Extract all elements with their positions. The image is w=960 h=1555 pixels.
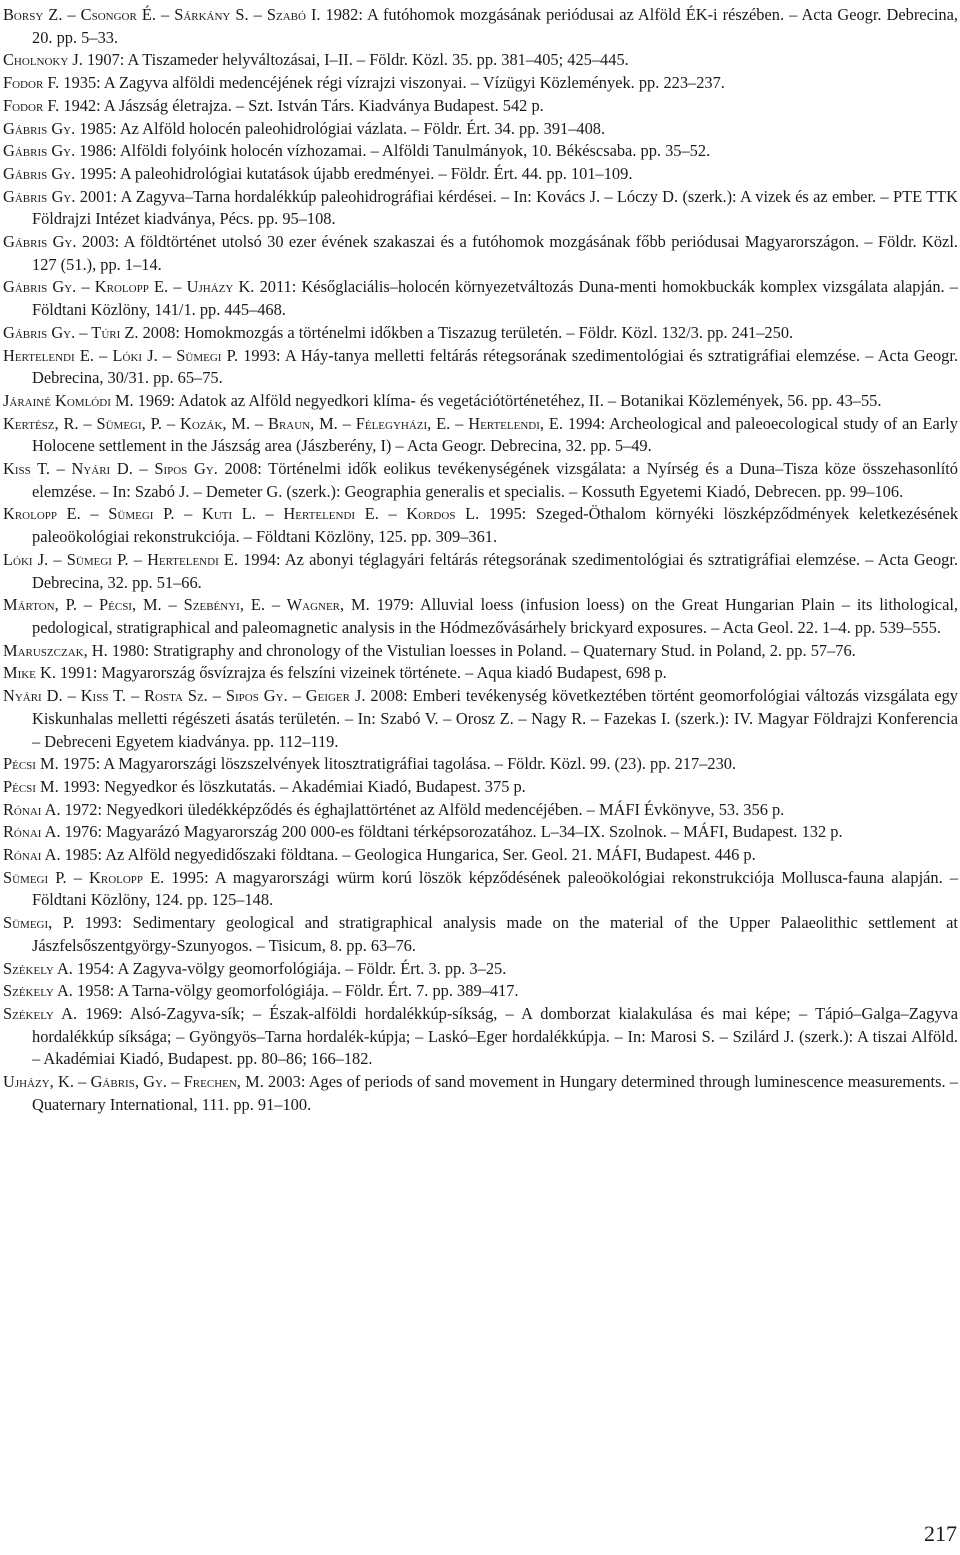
reference-authors: Maruszczak, H. (3, 640, 108, 660)
reference-authors: Fodor F. (3, 95, 60, 115)
reference-text: 1993: Sedimentary geological and stratigraphical analysis made on the material of the Upper Palaeolithic settlement at Jászfelsőszentgyörgy-Szunyogos. – Tisicum, 8. pp. 63–76. (32, 913, 958, 955)
reference-entry (3, 980, 958, 1003)
reference-entry (3, 140, 958, 163)
reference-authors: Mike K. (3, 663, 56, 683)
reference-entry (3, 345, 958, 390)
reference-authors: Nyári D. – Kiss T. – Rosta Sz. – Sipos Gy. – Geiger J. (3, 686, 366, 706)
reference-entry (3, 276, 958, 321)
reference-entry (3, 72, 958, 95)
reference-authors: Kiss T. – Nyári D. – Sipos Gy. (3, 459, 218, 479)
reference-entry (3, 186, 958, 231)
reference-text: 1980: Stratigraphy and chronology of the Vistulian loesses in Poland. – Quaternary Stud. in Poland, 2. pp. 57–76. (107, 640, 856, 660)
reference-text: 1995: A paleohidrológiai kutatások újabb eredményei. – Földr. Ért. 44. pp. 101–109. (75, 163, 633, 183)
reference-authors: Lóki J. – Sümegi P. – Hertelendi E. (3, 549, 239, 569)
reference-entry (3, 231, 958, 276)
reference-authors: Márton, P. – Pécsi, M. – Szebényi, E. – Wagner, M. (3, 595, 370, 615)
reference-entry (3, 867, 958, 912)
reference-authors: Járainé Komlódi M. (3, 390, 134, 410)
reference-text: 2011: Későglaciális–holocén környezetváltozás Duna-menti homokbuckák komplex vizsgálata alapján. – Földtani Közlöny, 141/1. pp. 445–468. (32, 277, 958, 320)
reference-text: 1975: A Magyarországi löszszelvények litosztratigráfiai tagolása. – Földr. Közl. 99. (23). pp. 217–230. (58, 754, 737, 774)
reference-authors: Székely A. (3, 1003, 78, 1023)
reference-authors: Gábris Gy. – Túri Z. (3, 322, 139, 342)
reference-text: 1986: Alföldi folyóink holocén vízhozamai. – Alföldi Tanulmányok, 10. Békéscsaba. pp. 35–52. (75, 141, 711, 161)
reference-entry (3, 49, 958, 72)
reference-authors: Gábris Gy. – Krolopp E. – Ujházy K. (3, 277, 255, 297)
reference-authors: Gábris Gy. (3, 232, 77, 252)
reference-authors: Székely A. (3, 981, 73, 1001)
reference-text: 2003: A földtörténet utolsó 30 ezer évének szakaszai és a futóhomok mozgásának főbb periódusai Magyarországon. – Földr. Közl. 127 (51.), pp. 1–14. (32, 232, 958, 274)
reference-authors: Pécsi M. (3, 776, 59, 796)
reference-authors: Pécsi M. (3, 754, 59, 774)
reference-entry (3, 799, 958, 822)
reference-list (3, 4, 958, 1116)
reference-authors: Rónai A. (3, 845, 61, 865)
reference-entry (3, 685, 958, 753)
reference-authors: Gábris Gy. (3, 163, 76, 183)
reference-entry (3, 503, 958, 548)
reference-entry (3, 1003, 958, 1071)
reference-entry (3, 163, 958, 186)
page-number: 217 (924, 1521, 957, 1546)
reference-entry (3, 958, 958, 981)
reference-text: 1954: A Zagyva-völgy geomorfológiája. – Földr. Ért. 3. pp. 3–25. (72, 958, 507, 978)
reference-entry (3, 912, 958, 957)
reference-authors: Gábris Gy. (3, 186, 76, 206)
reference-authors: Borsy Z. – Csongor É. – Sárkány S. – Szabó I. (3, 5, 321, 24)
reference-text: 2008: Emberi tevékenység következtében történt geomorfológiai változás vizsgálata egy Kiskunhalas melletti régészeti ásatás területén. – In: Szabó V. – Orosz Z. – Nagy R. – Fazekas I. (szerk.): IV. Magyar Földrajzi Konferencia – Debreceni Egyetem kiadványa. pp. 112–119. (32, 686, 958, 751)
reference-text: 1995: A magyarországi würm korú löszök képződésének paleoökológiai rekonstrukciója Mollusca-fauna alapján. – Földtani Közlöny, 124. pp. 125–148. (32, 867, 958, 910)
reference-text: 1958: A Tarna-völgy geomorfológiája. – Földr. Ért. 7. pp. 389–417. (72, 981, 519, 1001)
reference-text: 1976: Magyarázó Magyarország 200 000-es földtani térképsorozatához. L–34–IX. Szolnok. – MÁFI, Budapest. 132 p. (60, 822, 843, 842)
reference-authors: Rónai A. (3, 799, 61, 819)
reference-text: 1972: Negyedkori üledékképződés és éghajlattörténet az Alföld medencéjében. – MÁFI Évkönyve, 53. 356 p. (60, 799, 785, 819)
reference-authors: Ujházy, K. – Gábris, Gy. – Frechen, M. (3, 1072, 264, 1092)
reference-entry (3, 390, 958, 413)
reference-text: 2008: Homokmozgás a történelmi időkben a Tiszazug területén. – Földr. Közl. 132/3. pp. 241–250. (138, 322, 794, 342)
reference-text: 1969: Adatok az Alföld negyedkori klíma- és vegetációtörténetéhez, II. – Botanikai Közlemények, 56. pp. 43–55. (133, 390, 882, 410)
reference-entry (3, 95, 958, 118)
reference-entry (3, 458, 958, 503)
reference-entry (3, 4, 958, 49)
reference-authors: Kertész, R. – Sümegi, P. – Kozák, M. – Braun, M. – Félegyházi, E. – Hertelendi, E. (3, 413, 563, 433)
reference-text: 2003: Ages of periods of sand movement in Hungary determined through luminescence measurements. – Quaternary International, 111. pp. 91–100. (32, 1072, 959, 1114)
reference-authors: Gábris Gy. (3, 141, 76, 161)
reference-text: 1994: Archeological and paleoecological study of an Early Holocene settlement in the Jászság area (Jászberény, I) – Acta Geogr. Debrecina, 32. pp. 5–49. (32, 413, 958, 456)
reference-authors: Sümegi P. – Krolopp E. (3, 867, 165, 887)
reference-authors: Gábris Gy. (3, 118, 76, 138)
reference-text: 1942: A Jászság életrajza. – Szt. István Társ. Kiadványa Budapest. 542 p. (59, 95, 544, 115)
reference-text: 1993: Negyedkor és löszkutatás. – Akadémiai Kiadó, Budapest. 375 p. (58, 776, 526, 796)
reference-text: 1991: Magyarország ősvízrajza és felszíni vizeinek története. – Aqua kiadó Budapest, 698 p. (55, 663, 667, 683)
reference-text: 1993: A Háy-tanya melletti feltárás rétegsorának szedimentológiai és sztratigráfiai elemzése. – Acta Geogr. Debrecina, 30/31. pp. 65–75. (32, 345, 958, 388)
reference-text: 1907: A Tiszameder helyváltozásai, I–II. – Földr. Közl. 35. pp. 381–405; 425–445. (82, 50, 629, 70)
reference-text: 2008: Történelmi idők eolikus tevékenységének vizsgálata: a Nyírség és a Duna–Tisza köze összehasonlító elemzése. – In: Szabó J. – Demeter G. (szerk.): Geographia generalis et specialis. – Kossuth Egyetemi Kiadó, Debrecen. pp. 99–106. (32, 459, 959, 501)
reference-text: 1935: A Zagyva alföldi medencéjének régi vízrajzi viszonyai. – Vízügyi Közlemények. pp. 223–237. (59, 73, 725, 93)
reference-authors: Rónai A. (3, 822, 61, 842)
reference-text: 1979: Alluvial loess (infusion loess) on the Great Hungarian Plain – its lithological, pedological, stratigraphical and paleomagnetic analysis in the Hódmezővásárhely brickyard exposures. – Acta Geol. 22. 1–4. pp. 539–555. (32, 595, 958, 637)
reference-authors: Székely A. (3, 958, 73, 978)
reference-text: 2001: A Zagyva–Tarna hordalékkúp paleohidrográfiai kérdései. – In: Kovács J. – Lóczy D. (szerk.): A vizek és az ember. – PTE TTK Földrajzi Intézet kiadványa, Pécs. pp. 95–108. (32, 186, 958, 229)
reference-text: 1982: A futóhomok mozgásának periódusai az Alföld ÉK-i részében. – Acta Geogr. Debrecina, 20. pp. 5–33. (32, 5, 958, 47)
reference-text: 1994: Az abonyi téglagyári feltárás rétegsorának szedimentológiai és sztratigráfiai elemzése. – Acta Geogr. Debrecina, 32. pp. 51–66. (32, 549, 958, 592)
reference-entry (3, 821, 958, 844)
reference-authors: Krolopp E. – Sümegi P. – Kuti L. – Hertelendi E. – Kordos L. (3, 504, 480, 524)
reference-entry (3, 322, 958, 345)
reference-entry (3, 776, 958, 799)
reference-entry (3, 753, 958, 776)
reference-entry (3, 118, 958, 141)
reference-text: 1995: Szeged-Öthalom környéki löszképződmények keletkezésének paleoökológiai rekonstrukciója. – Földtani Közlöny, 125. pp. 309–361. (32, 504, 959, 547)
reference-authors: Cholnoky J. (3, 50, 83, 70)
reference-entry (3, 640, 958, 663)
reference-entry (3, 844, 958, 867)
reference-entry (3, 662, 958, 685)
reference-authors: Sümegi, P. (3, 913, 75, 933)
reference-entry (3, 594, 958, 639)
reference-text: 1985: Az Alföld holocén paleohidrológiai vázlata. – Földr. Ért. 34. pp. 391–408. (75, 118, 606, 138)
reference-entry (3, 549, 958, 594)
reference-text: 1969: Alsó-Zagyva-sík; – Észak-alföldi hordalékkúp-síkság, – A domborzat kialakulása és mai képe; – Tápió–Galga–Zagyva hordalékkúp síksága; – Gyöngyös–Tarna hordalék-kúpja; – Laskó–Eger hordalékkúpja. – In: Marosi S. – Szilárd J. (szerk.): A tiszai Alföld. – Akadémiai Kiadó, Budapest. pp. 80–86; 166–182. (32, 1003, 958, 1069)
reference-entry (3, 413, 958, 458)
reference-entry (3, 1071, 958, 1116)
reference-text: 1985: Az Alföld negyedidőszaki földtana. – Geologica Hungarica, Ser. Geol. 21. MÁFI, Budapest. 446 p. (60, 845, 756, 865)
reference-authors: Hertelendi E. – Lóki J. – Sümegi P. (3, 345, 239, 365)
reference-authors: Fodor F. (3, 73, 60, 93)
